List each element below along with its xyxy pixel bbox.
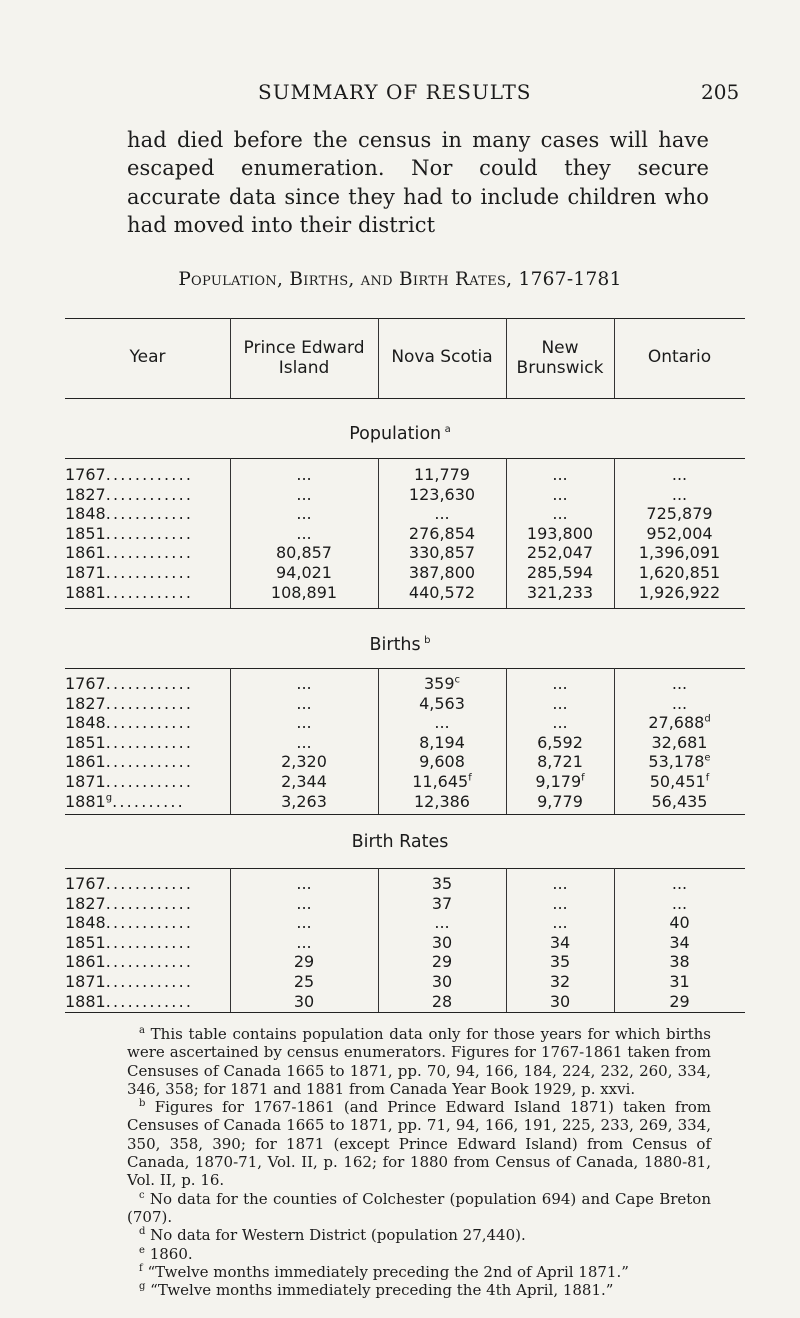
leader-dots: ............ <box>105 674 194 693</box>
cell-value: 440,572 <box>408 582 476 602</box>
leader-dots: ............ <box>105 693 194 713</box>
cell-new-brunswick <box>506 913 614 932</box>
cell-nova-scotia <box>378 543 506 562</box>
leader-dots: ............ <box>105 523 194 543</box>
section-bottom-rule <box>65 608 745 609</box>
leader-dots: ............ <box>105 563 194 582</box>
cell-nova-scotia <box>378 674 506 693</box>
cell-value: ... <box>434 913 450 933</box>
cell-value: 29 <box>431 952 453 972</box>
cell-value: ... <box>552 913 568 933</box>
cell-nova-scotia <box>378 504 506 523</box>
cell-value: 30 <box>293 991 315 1011</box>
footnote-text: “Twelve months immediately preceding the 2nd of April 1871.” <box>142 1262 629 1281</box>
cell-value: 94,021 <box>276 563 332 582</box>
cell-nova-scotia <box>378 894 506 913</box>
cell-nova-scotia <box>378 752 506 771</box>
cell-prince-edward-island <box>230 733 378 752</box>
cell-nova-scotia <box>378 465 506 484</box>
cell-year <box>65 752 193 771</box>
cell-value: 1851 <box>65 523 106 543</box>
cell-value: 193,800 <box>526 523 594 543</box>
cell-value: 1871 <box>65 972 106 991</box>
leader-dots: ............ <box>105 752 194 772</box>
cell-ontario <box>614 563 745 582</box>
cell-prince-edward-island <box>230 992 378 1011</box>
cell-value: ... <box>296 874 312 893</box>
cell-ontario <box>614 874 745 893</box>
cell-nova-scotia <box>378 694 506 713</box>
cell-new-brunswick <box>506 583 614 602</box>
cell-value: 8,721 <box>537 752 583 772</box>
cell-prince-edward-island <box>230 504 378 523</box>
cell-ontario <box>614 933 745 952</box>
cell-new-brunswick <box>506 972 614 991</box>
cell-value: 80,857 <box>276 543 332 563</box>
cell-value: ... <box>671 674 688 693</box>
cell-ontario <box>614 913 745 932</box>
cell-prince-edward-island <box>230 933 378 952</box>
table-row <box>65 583 745 605</box>
cell-new-brunswick <box>506 752 614 771</box>
footnote-mark: c <box>139 1189 145 1201</box>
cell-value: 1851 <box>65 932 106 952</box>
cell-prince-edward-island <box>230 874 378 893</box>
footnote-mark: e <box>139 1244 145 1256</box>
cell-value: 330,857 <box>408 543 476 563</box>
cell-prince-edward-island <box>230 583 378 602</box>
cell-value: 1767 <box>65 465 106 484</box>
cell-value: 8,194 <box>419 732 465 752</box>
cell-new-brunswick <box>506 992 614 1011</box>
cell-value: 2,344 <box>281 772 327 791</box>
cell-value: 1861 <box>65 752 106 772</box>
leader-dots: ............ <box>105 913 194 933</box>
footnote-text: This table contains population data only for those years for which births were ascertained by census enumerators. Figures for 1767-1861 taken from Censuses of Canada 1665 to 1871, pp. 70, 94, 166, 184, 224, 232, 260, 334, 346, 358; for 1871 and 1881 from Canada Year Book 1929, p. xxvi. <box>127 1025 711 1098</box>
cell-year <box>65 913 193 932</box>
cell-value: ... <box>296 465 312 484</box>
page-number: 205 <box>701 80 740 104</box>
cell-value: 1871 <box>65 563 106 582</box>
cell-value: 29 <box>293 952 315 972</box>
cell-new-brunswick <box>506 933 614 952</box>
footnote-mark: f <box>139 1262 143 1274</box>
leader-dots: ............ <box>105 732 194 752</box>
footnote-marker: d <box>704 713 711 725</box>
table-title: Population, Births, and Birth Rates, 1767-1781 <box>178 269 622 290</box>
cell-ontario <box>614 992 745 1011</box>
cell-value: 4,563 <box>419 693 465 713</box>
footnote-text: “Twelve months immediately preceding the 4th April, 1881.” <box>145 1281 614 1300</box>
cell-year <box>65 933 193 952</box>
cell-value: 30 <box>431 972 453 991</box>
cell-value: ... <box>552 504 568 524</box>
cell-new-brunswick <box>506 894 614 913</box>
cell-value: ... <box>671 484 688 504</box>
footnotes <box>127 1025 711 1299</box>
cell-value: 359 <box>423 674 455 693</box>
cell-ontario <box>614 465 745 484</box>
cell-prince-edward-island <box>230 694 378 713</box>
cell-value: ... <box>552 693 568 713</box>
cell-value: 1827 <box>65 893 106 913</box>
cell-nova-scotia <box>378 933 506 952</box>
running-head <box>0 80 800 110</box>
cell-ontario <box>614 752 745 771</box>
leader-dots: ............ <box>105 952 194 972</box>
cell-value: 1861 <box>65 543 106 563</box>
cell-value: 34 <box>549 932 571 952</box>
cell-value: 1827 <box>65 484 106 504</box>
column-header-nova-scotia: Nova Scotia <box>391 347 493 367</box>
cell-prince-edward-island <box>230 913 378 932</box>
footnote-marker: f <box>468 772 472 784</box>
cell-prince-edward-island <box>230 894 378 913</box>
cell-year <box>65 772 193 791</box>
footnote-text: No data for the counties of Colchester (population 694) and Cape Breton (707). <box>127 1189 711 1226</box>
cell-value: 29 <box>669 991 690 1011</box>
footnote-mark: b <box>139 1098 146 1110</box>
cell-value: ... <box>296 484 312 504</box>
section-top-rule <box>65 458 745 459</box>
leader-dots: ............ <box>105 484 194 504</box>
cell-new-brunswick <box>506 485 614 504</box>
footnote <box>127 1263 711 1281</box>
cell-year <box>65 792 185 811</box>
cell-prince-edward-island <box>230 543 378 562</box>
cell-nova-scotia <box>378 772 506 791</box>
footnote-text: 1860. <box>144 1244 193 1263</box>
cell-value: 12,386 <box>414 791 470 811</box>
cell-value: 1848 <box>65 504 106 524</box>
cell-value: ... <box>671 874 688 893</box>
footnote-marker: g <box>105 792 113 804</box>
cell-value: ... <box>296 913 312 933</box>
cell-ontario <box>614 713 745 732</box>
cell-prince-edward-island <box>230 752 378 771</box>
cell-value: ... <box>552 713 568 733</box>
table-row <box>65 992 745 1014</box>
column-header-prince-edward-island: Prince Edward Island <box>243 338 365 378</box>
cell-year <box>65 504 193 523</box>
footnote-mark: d <box>139 1226 146 1238</box>
leader-dots: ............ <box>105 543 194 563</box>
cell-new-brunswick <box>506 563 614 582</box>
cell-prince-edward-island <box>230 485 378 504</box>
cell-ontario <box>614 504 745 523</box>
cell-value: 387,800 <box>408 563 476 582</box>
footnote-text: Figures for 1767-1861 (and Prince Edward Island 1871) taken from Censuses of Canada 1665 to 1871, pp. 71, 94, 166, 191, 225, 233, 269, 334, 350, 358, 390; for 1871 (except Prince Edward Island) from Census of Canada, 1870-71, Vol. II, p. 162; for 1880 from Census of Canada, 1880-81, Vol. II, p. 16. <box>127 1098 711 1190</box>
cell-prince-edward-island <box>230 972 378 991</box>
cell-new-brunswick <box>506 772 614 791</box>
cell-value: 1848 <box>65 713 106 733</box>
cell-value: 27,688 <box>648 713 705 733</box>
cell-value: 28 <box>431 991 453 1011</box>
cell-value: ... <box>434 713 450 733</box>
cell-ontario <box>614 733 745 752</box>
table-row <box>65 792 745 814</box>
cell-nova-scotia <box>378 874 506 893</box>
footnote <box>127 1190 711 1227</box>
cell-nova-scotia <box>378 913 506 932</box>
leader-dots: ............ <box>105 932 194 952</box>
cell-value: 2,320 <box>281 752 327 772</box>
footnote <box>127 1245 711 1263</box>
cell-ontario <box>614 894 745 913</box>
footnote-marker: c <box>454 674 461 686</box>
cell-value: 3,263 <box>281 791 327 811</box>
cell-value: 35 <box>549 952 571 972</box>
cell-ontario <box>614 543 745 562</box>
footnote-marker: b <box>424 635 431 647</box>
cell-nova-scotia <box>378 792 506 811</box>
header-bottom-rule <box>65 398 745 399</box>
cell-value: 50,451 <box>649 772 706 791</box>
cell-value: 1,396,091 <box>638 543 721 563</box>
cell-year <box>65 485 193 504</box>
footnote <box>127 1098 711 1189</box>
cell-year <box>65 563 193 582</box>
cell-year <box>65 465 193 484</box>
cell-ontario <box>614 524 745 543</box>
cell-value: ... <box>296 523 312 543</box>
cell-value: ... <box>552 674 568 693</box>
cell-value: 30 <box>431 932 453 952</box>
cell-value: 252,047 <box>526 543 594 563</box>
cell-year <box>65 952 193 971</box>
cell-new-brunswick <box>506 504 614 523</box>
cell-prince-edward-island <box>230 772 378 791</box>
cell-value: 31 <box>669 972 690 991</box>
cell-value: 30 <box>549 991 571 1011</box>
cell-year <box>65 524 193 543</box>
cell-value: 9,608 <box>419 752 465 772</box>
cell-new-brunswick <box>506 874 614 893</box>
cell-value: 1767 <box>65 874 106 893</box>
cell-new-brunswick <box>506 524 614 543</box>
cell-value: 6,592 <box>537 732 583 752</box>
footnote-marker: a <box>444 424 451 436</box>
footnote-marker: f <box>581 772 585 784</box>
footnote <box>127 1025 711 1098</box>
section-top-rule <box>65 668 745 669</box>
footnote-mark: g <box>139 1281 146 1293</box>
leader-dots: ............ <box>105 504 194 524</box>
cell-year <box>65 894 193 913</box>
section-bottom-rule <box>65 814 745 815</box>
cell-value: ... <box>296 893 312 913</box>
cell-value: 1827 <box>65 693 106 713</box>
cell-value: 952,004 <box>646 523 713 543</box>
cell-value: 56,435 <box>651 791 708 811</box>
cell-value: 725,879 <box>646 504 713 524</box>
cell-value: ... <box>552 465 568 484</box>
cell-prince-edward-island <box>230 563 378 582</box>
cell-ontario <box>614 583 745 602</box>
cell-value: 108,891 <box>270 582 338 602</box>
cell-value: 34 <box>669 932 690 952</box>
cell-value: 123,630 <box>408 484 476 504</box>
cell-value: 25 <box>293 972 315 991</box>
cell-year <box>65 992 193 1011</box>
cell-year <box>65 583 193 602</box>
cell-value: 1767 <box>65 674 106 693</box>
cell-ontario <box>614 674 745 693</box>
footnote-text: No data for Western District (population 27,440). <box>145 1226 526 1245</box>
cell-value: ... <box>296 693 312 713</box>
cell-value: 1851 <box>65 732 106 752</box>
cell-value: ... <box>296 732 312 752</box>
cell-year <box>65 874 193 893</box>
cell-year <box>65 674 193 693</box>
cell-value: 285,594 <box>526 563 594 582</box>
cell-value: ... <box>671 893 688 913</box>
cell-nova-scotia <box>378 563 506 582</box>
cell-value: 1881 <box>65 991 106 1011</box>
column-header-year: Year <box>129 347 166 367</box>
cell-value: 9,179 <box>535 772 582 791</box>
cell-value: ... <box>296 504 312 524</box>
cell-ontario <box>614 772 745 791</box>
footnote <box>127 1281 711 1299</box>
leader-dots: ............ <box>105 972 194 991</box>
cell-ontario <box>614 952 745 971</box>
leader-dots: .......... <box>112 791 185 811</box>
column-header-ontario: Ontario <box>647 347 712 367</box>
cell-value: ... <box>671 465 688 484</box>
cell-ontario <box>614 694 745 713</box>
cell-value: 1,620,851 <box>638 563 721 582</box>
cell-value: 11,779 <box>414 465 470 484</box>
cell-prince-edward-island <box>230 674 378 693</box>
leader-dots: ............ <box>105 465 194 484</box>
cell-value: 32,681 <box>651 732 708 752</box>
cell-value: 40 <box>669 913 690 933</box>
cell-new-brunswick <box>506 733 614 752</box>
footnote <box>127 1226 711 1244</box>
leader-dots: ............ <box>105 582 194 602</box>
intro-paragraph: had died before the census in many cases will have escaped enumeration. Nor could they secure accurate data since they had to include children who had moved into their district <box>127 128 709 237</box>
cell-new-brunswick <box>506 792 614 811</box>
cell-value: ... <box>296 932 312 952</box>
cell-new-brunswick <box>506 952 614 971</box>
cell-value: 321,233 <box>526 582 594 602</box>
cell-value: ... <box>552 893 568 913</box>
cell-year <box>65 694 193 713</box>
table-top-rule <box>65 318 745 319</box>
cell-value: 1881 <box>65 582 106 602</box>
leader-dots: ............ <box>105 713 194 733</box>
cell-value: 1861 <box>65 952 106 972</box>
cell-year <box>65 543 193 562</box>
leader-dots: ............ <box>105 893 194 913</box>
cell-nova-scotia <box>378 485 506 504</box>
leader-dots: ............ <box>105 874 194 893</box>
cell-ontario <box>614 972 745 991</box>
leader-dots: ............ <box>105 991 194 1011</box>
cell-value: ... <box>296 713 312 733</box>
cell-year <box>65 713 193 732</box>
cell-year <box>65 972 193 991</box>
cell-nova-scotia <box>378 583 506 602</box>
running-title: SUMMARY OF RESULTS <box>258 80 532 104</box>
cell-value: ... <box>552 484 568 504</box>
cell-value: ... <box>434 504 450 524</box>
cell-value: 1,926,922 <box>638 582 721 602</box>
cell-value: 37 <box>431 893 453 913</box>
cell-nova-scotia <box>378 992 506 1011</box>
cell-value: 53,178 <box>648 752 705 772</box>
cell-new-brunswick <box>506 713 614 732</box>
cell-prince-edward-island <box>230 952 378 971</box>
cell-value: 276,854 <box>408 523 476 543</box>
cell-value: 1881 <box>65 791 106 811</box>
section-heading-births: Births $^b$ <box>369 635 431 655</box>
cell-new-brunswick <box>506 465 614 484</box>
cell-new-brunswick <box>506 674 614 693</box>
section-heading-birth-rates: Birth Rates <box>351 832 449 852</box>
footnote-mark: a <box>139 1025 145 1036</box>
cell-nova-scotia <box>378 972 506 991</box>
cell-value: ... <box>552 874 568 893</box>
cell-nova-scotia <box>378 713 506 732</box>
cell-value: 38 <box>669 952 690 972</box>
cell-value: ... <box>671 693 688 713</box>
cell-value: 1848 <box>65 913 106 933</box>
cell-value: 35 <box>431 874 453 893</box>
column-header-new-brunswick: New Brunswick <box>516 338 604 378</box>
cell-value: 9,779 <box>537 791 583 811</box>
cell-prince-edward-island <box>230 792 378 811</box>
cell-new-brunswick <box>506 543 614 562</box>
cell-ontario <box>614 485 745 504</box>
cell-value: 32 <box>549 972 571 991</box>
footnote-marker: e <box>704 753 711 765</box>
cell-nova-scotia <box>378 733 506 752</box>
cell-nova-scotia <box>378 952 506 971</box>
cell-value: 11,645 <box>412 772 469 791</box>
cell-new-brunswick <box>506 694 614 713</box>
section-top-rule <box>65 868 745 869</box>
leader-dots: ............ <box>105 772 194 791</box>
cell-prince-edward-island <box>230 713 378 732</box>
cell-prince-edward-island <box>230 465 378 484</box>
section-heading-population: Population $^a$ <box>349 424 451 444</box>
cell-nova-scotia <box>378 524 506 543</box>
cell-prince-edward-island <box>230 524 378 543</box>
cell-ontario <box>614 792 745 811</box>
footnote-marker: f <box>705 772 710 784</box>
cell-year <box>65 733 193 752</box>
cell-value: 1871 <box>65 772 106 791</box>
cell-value: ... <box>296 674 312 693</box>
